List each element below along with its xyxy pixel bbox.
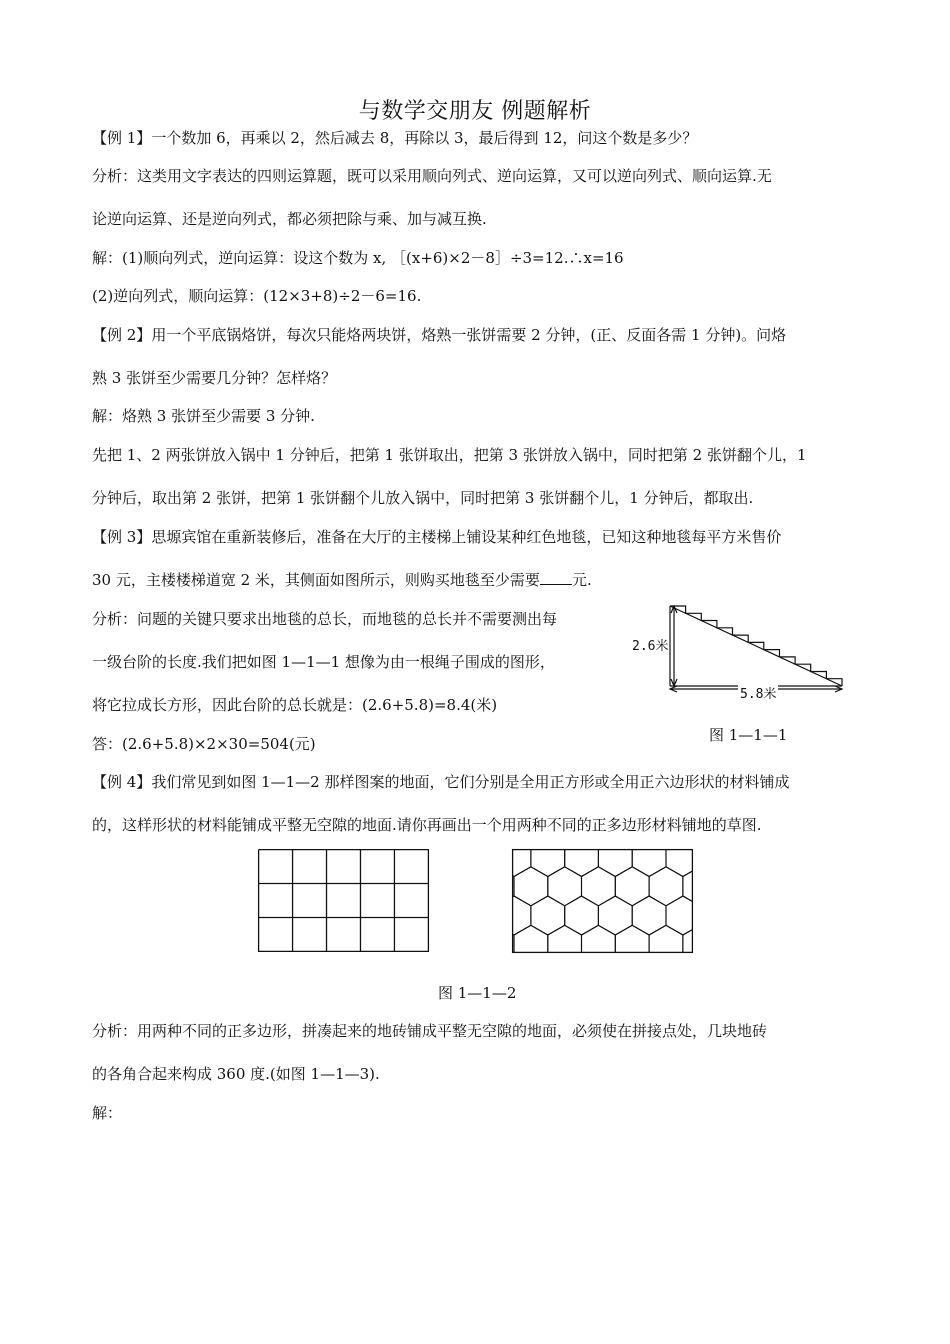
hexagon-tile: [582, 867, 616, 906]
hexagon-tile: [750, 984, 784, 1023]
ex1-question: 一个数加 6，再乘以 2，然后减去 8，再除以 3，最后得到 12，问这个数是多少？: [151, 129, 698, 147]
hexagon-tile: [717, 925, 751, 964]
ex2-label: 【例 2】: [92, 326, 152, 344]
hexagon-tile: [548, 925, 582, 964]
ex4-analysis-1: 分析：用两种不同的正多边形，拼凑起来的地砖铺成平整无空隙的地面，必须使在拼接点处，几块地砖: [92, 1022, 768, 1040]
ex1-label: 【例 1】: [92, 129, 152, 147]
hexagon-tile: [531, 896, 565, 935]
answer-blank: [540, 570, 572, 585]
ex3-question-2b: 元.: [571, 571, 592, 589]
ex2-steps-1: 先把 1、2 两张饼放入锅中 1 分钟后，把第 1 张饼取出，把第 3 张饼放入锅中，同时把第 2 张饼翻个儿，1: [92, 446, 807, 464]
hexagon-tile: [565, 896, 599, 935]
ex1-solution-2: (2)逆向列式，顺向运算：(12×3+8)÷2－6=16.: [92, 287, 422, 305]
hexagon-tile: [700, 838, 734, 877]
hexagon-tile: [514, 984, 548, 1023]
hexagon-tiling: [512, 849, 693, 953]
width-label: 5.8米: [738, 683, 778, 702]
ex2-question-1: 用一个平底锅烙饼，每次只能烙两块饼，烙熟一张饼需要 2 分钟，(正、反面各需 1 分钟)。问烙: [151, 326, 787, 344]
hexagon-tile: [666, 955, 700, 994]
hexagon-tile: [598, 955, 632, 994]
hexagon-tile: [632, 896, 666, 935]
hexagon-tile: [700, 955, 734, 994]
square-tiling: [258, 849, 430, 953]
hexagon-tile: [717, 867, 751, 906]
figure-1-1-2-caption: 图 1—1—2: [438, 984, 517, 1002]
hexagon-tile: [666, 838, 700, 877]
ex4-label: 【例 4】: [92, 773, 152, 791]
hexagon-tile: [700, 896, 734, 935]
page-title: 与数学交朋友 例题解析: [358, 99, 592, 124]
hexagon-tile: [480, 925, 514, 964]
hexagon-tile: [598, 896, 632, 935]
ex4-solution: 解：: [92, 1104, 123, 1122]
height-label: 2.6米: [632, 635, 668, 654]
ex3-question-line-2: [92, 569, 592, 591]
hexagon-tile: [582, 984, 616, 1023]
hexagon-tile: [649, 925, 683, 964]
hexagon-tile: [615, 984, 649, 1023]
ex1-analysis-2: 论逆向运算、还是逆向列式，都必须把除与乘、加与减互换.: [92, 210, 487, 228]
ex3-analysis-1: 分析：问题的关键只要求出地毯的总长，而地毯的总长并不需要测出每: [92, 610, 558, 628]
hexagon-tile: [598, 838, 632, 877]
hexagon-tile: [750, 867, 784, 906]
ex4-question-1: 我们常见到如图 1—1—2 那样图案的地面，它们分别是全用正方形或全用正六边形状的材料铺成: [151, 773, 790, 791]
ex1-question-line: [92, 127, 697, 149]
hexagon-tile: [615, 925, 649, 964]
hexagon-tile: [497, 896, 531, 935]
ex2-answer: 解：烙熟 3 张饼至少需要 3 分钟.: [92, 407, 315, 425]
ex3-label: 【例 3】: [92, 528, 152, 546]
hexagon-tile: [565, 838, 599, 877]
hexagon-tile: [531, 838, 565, 877]
ex4-question-2: 的，这样形状的材料能铺成平整无空隙的地面.请你再画出一个用两种不同的正多边形材料铺地的草图.: [92, 816, 762, 834]
hexagon-tile: [531, 955, 565, 994]
ex2-steps-2: 分钟后，取出第 2 张饼，把第 1 张饼翻个儿放入锅中，同时把第 3 张饼翻个儿，1 分钟后，都取出.: [92, 489, 754, 507]
ex3-answer: 答：(2.6+5.8)×2×30=504(元): [92, 735, 316, 753]
ex3-question-2a: 30 元，主楼楼梯道宽 2 米，其侧面如图所示，则购买地毯至少需要: [92, 571, 540, 589]
ex2-question-2: 熟 3 张饼至少需要几分钟？怎样烙？: [92, 369, 337, 387]
hexagon-tile: [463, 896, 497, 935]
hexagon-tile: [548, 984, 582, 1023]
hexagon-tile: [632, 838, 666, 877]
ex1-analysis-1: 分析：这类用文字表达的四则运算题，既可以采用顺向列式、逆向运算，又可以逆向列式、顺向运算.无: [92, 167, 772, 185]
hexagon-tile: [734, 955, 768, 994]
ex4-question-line-1: [92, 771, 789, 793]
hexagon-tile: [480, 867, 514, 906]
hexagon-tile: [514, 925, 548, 964]
hexagon-tile: [683, 867, 717, 906]
hexagon-tile: [683, 925, 717, 964]
hexagon-tile: [750, 925, 784, 964]
hexagon-tile: [734, 838, 768, 877]
figure-1-1-1-caption: 图 1—1—1: [709, 726, 788, 744]
ex2-question-line-1: [92, 324, 786, 346]
hexagon-tile: [717, 984, 751, 1023]
hexagon-tile: [666, 896, 700, 935]
ex3-analysis-3: 将它拉成长方形，因此台阶的总长就是：(2.6+5.8)=8.4(米): [92, 696, 498, 714]
staircase-diagonal: [670, 606, 842, 686]
hexagon-tile: [649, 984, 683, 1023]
hexagon-tile: [463, 838, 497, 877]
ex3-question-line-1: [92, 526, 781, 548]
hexagon-tile: [565, 955, 599, 994]
hexagon-tile: [514, 867, 548, 906]
ex3-question-1: 思塬宾馆在重新装修后，准备在大厅的主楼梯上铺设某种红色地毯，已知这种地毯每平方米售价: [151, 528, 782, 546]
hexagon-tile: [734, 896, 768, 935]
hexagon-tile: [497, 838, 531, 877]
hexagon-tile: [649, 867, 683, 906]
hexagon-tile: [615, 867, 649, 906]
ex3-analysis-2: 一级台阶的长度.我们把如图 1—1—1 想像为由一根绳子围成的图形，: [92, 653, 555, 671]
hexagon-tile: [632, 955, 666, 994]
ex1-solution-1: 解：(1)顺向列式，逆向运算：设这个数为 x, ［(x+6)×2－8］÷3=12.∴x=16: [92, 249, 624, 267]
hexagon-tile: [548, 867, 582, 906]
hexagon-tile: [582, 925, 616, 964]
ex4-analysis-2: 的各角合起来构成 360 度.(如图 1—1—3).: [92, 1065, 380, 1083]
hexagon-tile: [683, 984, 717, 1023]
